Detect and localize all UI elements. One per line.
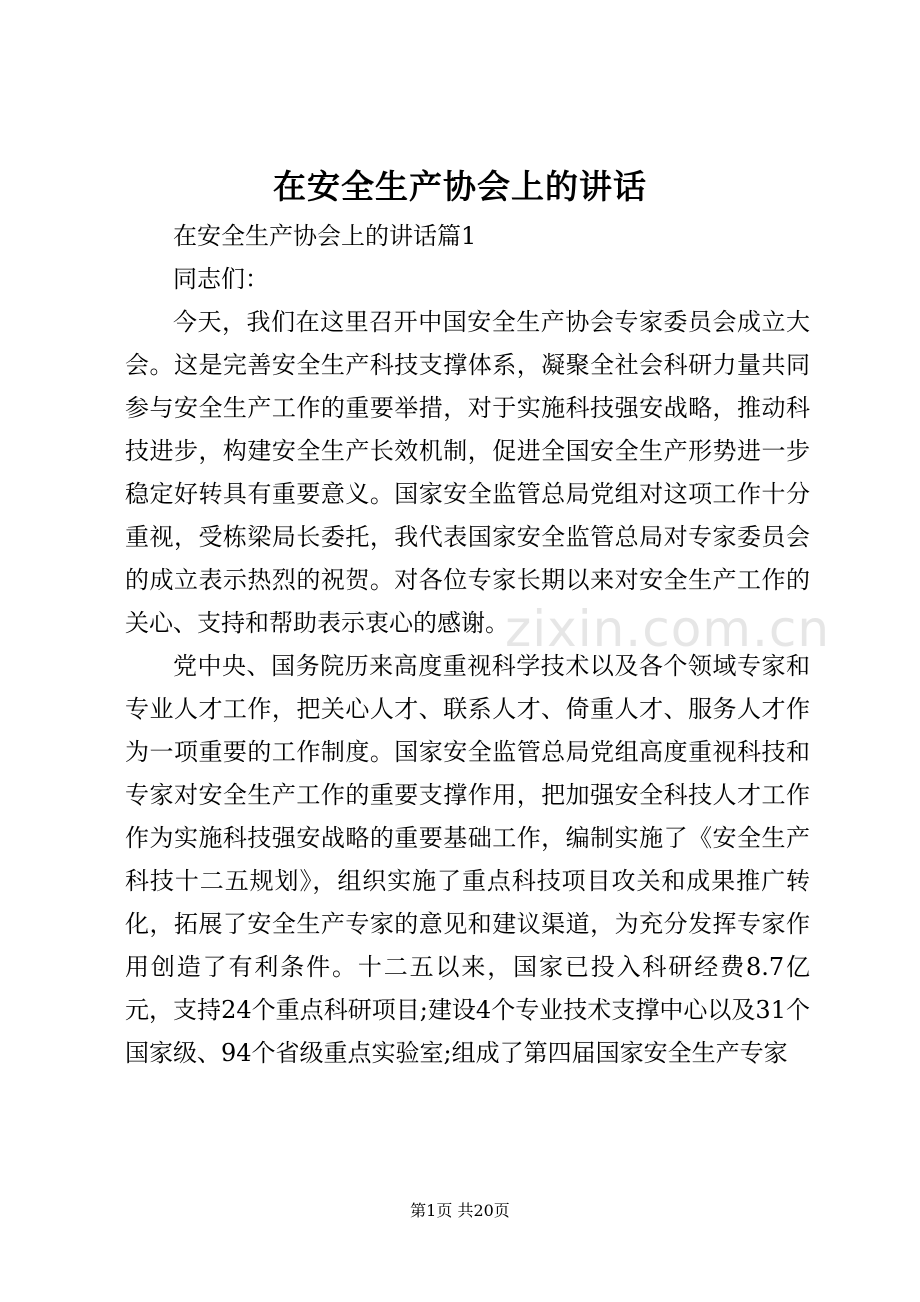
document-title: 在安全生产协会上的讲话 xyxy=(273,167,647,206)
salutation: 同志们： xyxy=(173,265,269,293)
section-heading: 在安全生产协会上的讲话篇1 xyxy=(173,222,477,250)
document-body xyxy=(125,215,810,1075)
paragraph-1: 今天，我们在这里召开中国安全生产协会专家委员会成立大会。这是完善安全生产科技支撑体系，凝聚全社会科研力量共同参与安全生产工作的重要举措，对于实施科技强安战略，推动科技进步，构建安全生产长效机制，促进全国安全生产形势进一步稳定好转具有重要意义。国家安全监管总局党组对这项工作十分重视，受栋梁局长委托，我代表国家安全监管总局对专家委员会的成立表示热烈的祝贺。对各位专家长期以来对安全生产工作的关心、支持和帮助表示衷心的感谢。 xyxy=(125,308,810,637)
watermark: zixin.com.cn xyxy=(505,600,831,658)
paragraph-2: 党中央、国务院历来高度重视科学技术以及各个领域专家和专业人才工作，把关心人才、联系人才、倚重人才、服务人才作为一项重要的工作制度。国家安全监管总局党组高度重视科技和专家对安全生产工作的重要支撑作用，把加强安全科技人才工作作为实施科技强安战略的重要基础工作，编制实施了《安全生产科技十二五规划》，组织实施了重点科技项目攻关和成果推广转化，拓展了安全生产专家的意见和建议渠道，为充分发挥专家作用创造了有利条件。十二五以来，国家已投入科研经费8.7亿元，支持24个重点科研项目;建设4个专业技术支撑中心以及31个国家级、94个省级重点实验室;组成了第四届国家安全生产专家 xyxy=(125,652,810,1067)
page-footer: 第1页 共20页 xyxy=(410,1201,510,1220)
